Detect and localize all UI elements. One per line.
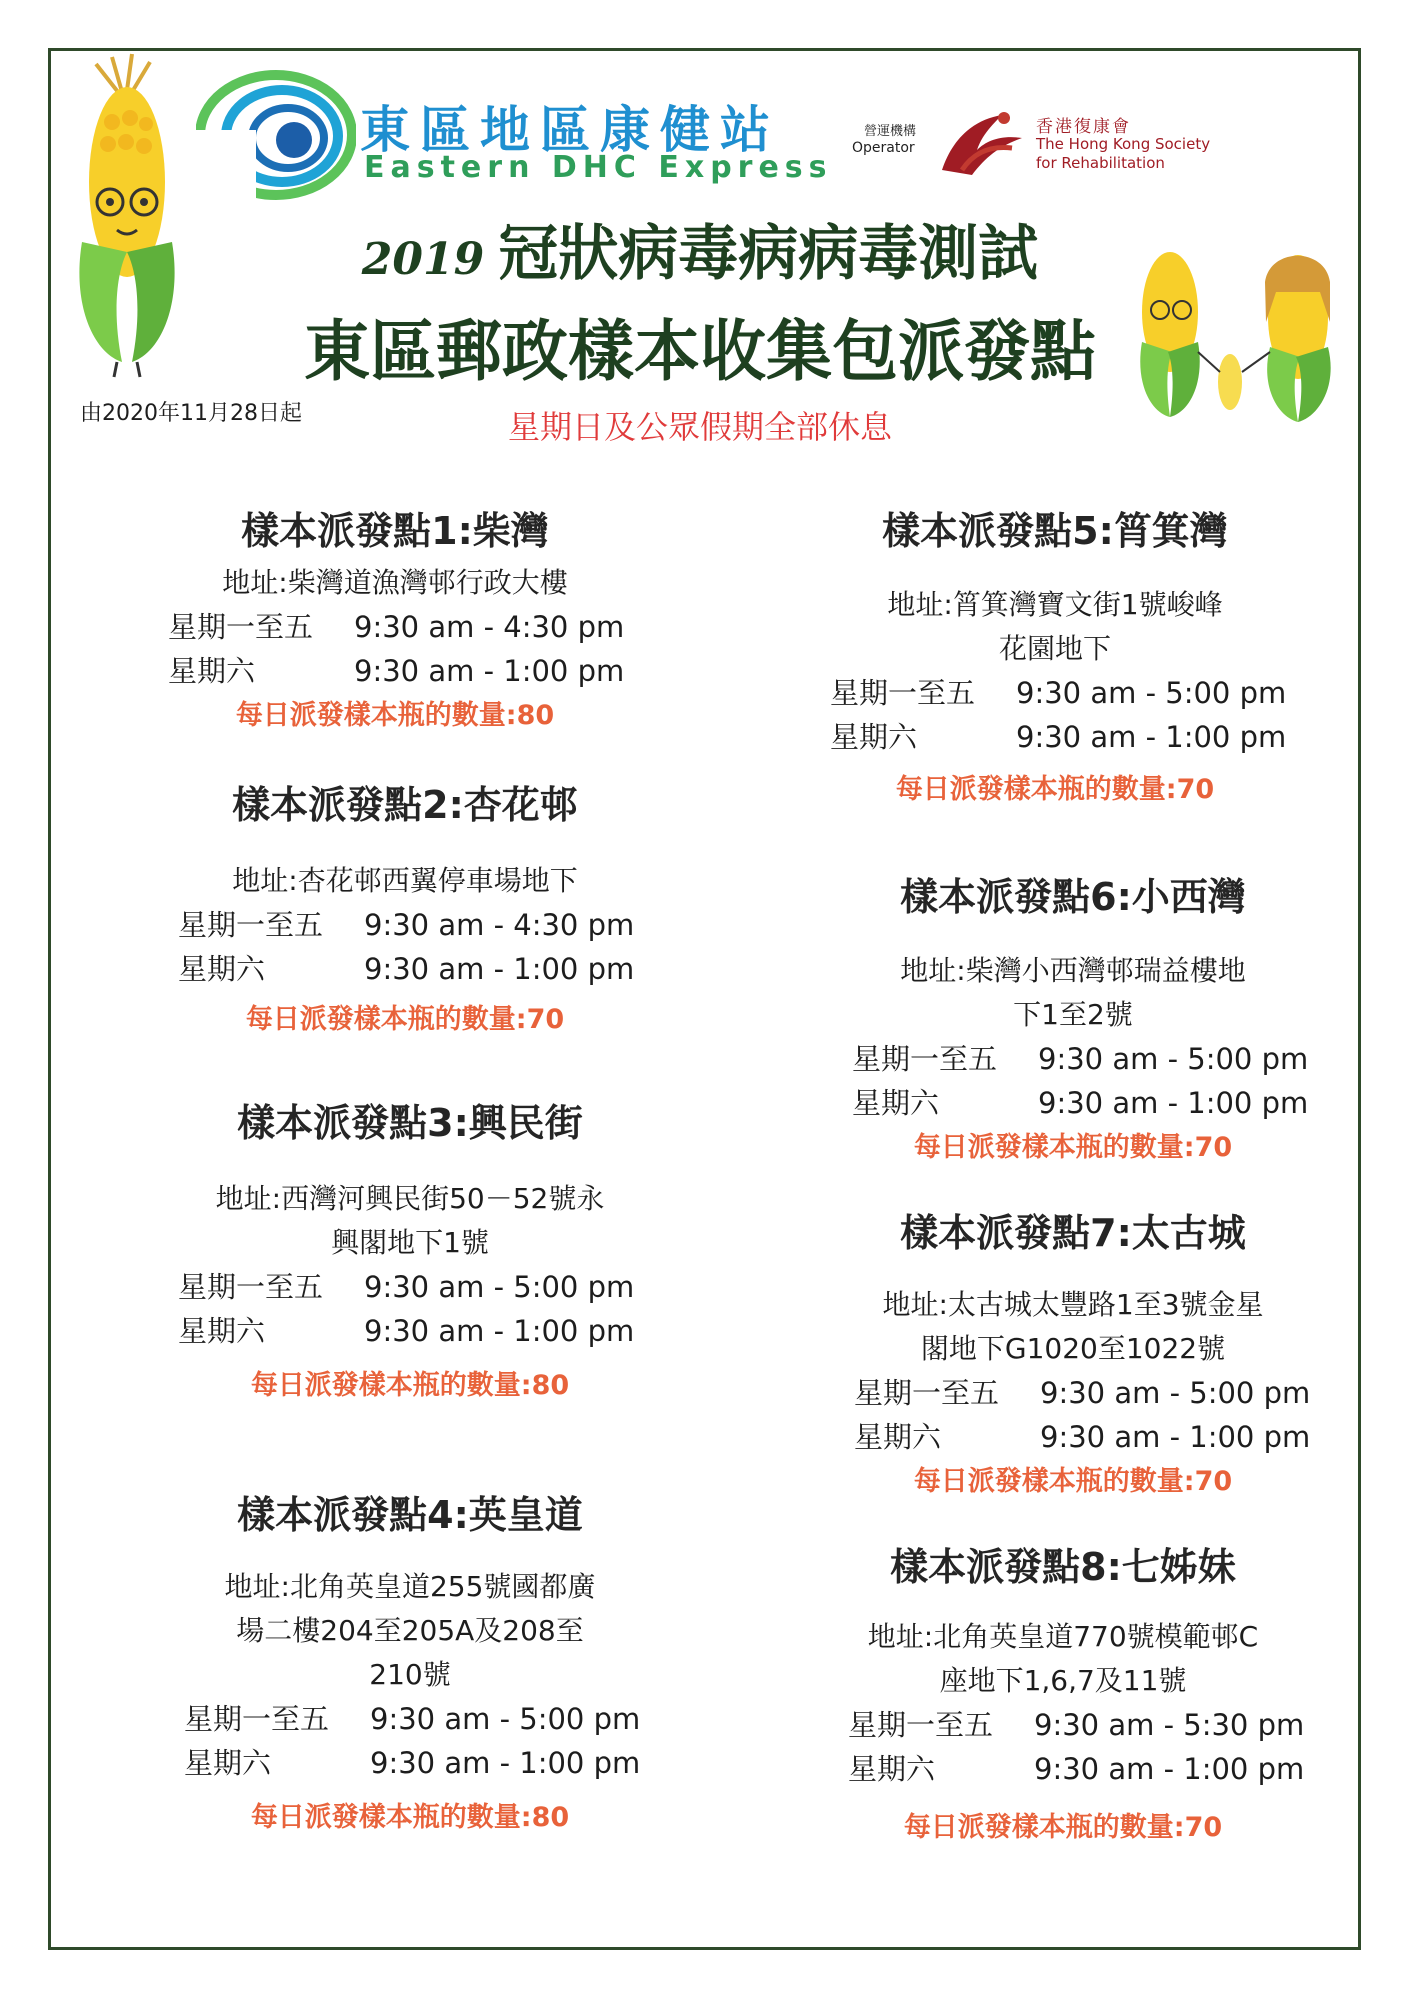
day-label: 星期六 xyxy=(184,1746,272,1780)
address-line: 興閣地下1號 xyxy=(331,1226,489,1259)
distribution-point-5 xyxy=(820,500,1290,806)
day-label: 星期一至五 xyxy=(848,1708,994,1742)
hours: 9:30 am - 4:30 pm xyxy=(354,610,625,644)
day-label: 星期六 xyxy=(178,952,266,986)
dhc-logo-icon xyxy=(196,70,356,200)
corn-family-icon xyxy=(1120,232,1350,442)
daily-quantity: 每日派發樣本瓶的數量:80 xyxy=(250,1802,570,1833)
saturday-hours-row xyxy=(168,649,630,693)
corn-mascot-icon xyxy=(62,52,192,382)
address-line: 地址:北角英皇道770號模範邨C xyxy=(867,1620,1259,1653)
hours: 9:30 am - 1:00 pm xyxy=(364,1314,635,1348)
hours: 9:30 am - 1:00 pm xyxy=(1040,1420,1311,1454)
distribution-point-1 xyxy=(160,500,630,732)
title-year: 2019 xyxy=(361,234,485,285)
hours: 9:30 am - 5:00 pm xyxy=(1038,1042,1309,1076)
address-line: 地址:西灣河興民街50－52號永 xyxy=(215,1182,605,1215)
point-title: 樣本派發點6:小西灣 xyxy=(900,875,1246,919)
page-title-line1 xyxy=(320,206,1080,292)
day-label: 星期一至五 xyxy=(178,1270,324,1304)
weekday-hours-row xyxy=(830,671,1290,715)
weekday-hours-row xyxy=(178,903,640,947)
address-line: 地址:杏花邨西翼停車場地下 xyxy=(232,864,578,897)
distribution-point-7 xyxy=(838,1202,1311,1498)
address-line: 210號 xyxy=(369,1658,451,1691)
daily-quantity: 每日派發樣本瓶的數量:80 xyxy=(235,700,555,731)
weekday-hours-row xyxy=(852,1037,1308,1081)
org-name-zh: 香港復康會 xyxy=(1036,117,1131,137)
day-label: 星期六 xyxy=(852,1086,940,1120)
hksr-phoenix-icon xyxy=(932,100,1032,180)
hours: 9:30 am - 1:00 pm xyxy=(1034,1752,1305,1786)
distribution-point-6 xyxy=(838,866,1308,1164)
point-address xyxy=(160,561,630,605)
day-label: 星期一至五 xyxy=(852,1042,998,1076)
saturday-hours-row xyxy=(178,1309,650,1353)
saturday-hours-row xyxy=(178,947,640,991)
hours: 9:30 am - 4:30 pm xyxy=(364,908,635,942)
point-title: 樣本派發點7:太古城 xyxy=(900,1211,1246,1255)
weekday-hours-row xyxy=(184,1697,650,1741)
address-line: 座地下1,6,7及11號 xyxy=(939,1664,1187,1697)
hours: 9:30 am - 5:00 pm xyxy=(370,1702,641,1736)
day-label: 星期六 xyxy=(178,1314,266,1348)
effective-date: 由2020年11月28日起 xyxy=(80,401,302,426)
weekday-hours-row xyxy=(848,1703,1308,1747)
point-title: 樣本派發點4:英皇道 xyxy=(237,1493,583,1537)
point-address xyxy=(170,1565,650,1697)
address-line: 場二樓204至205A及208至 xyxy=(236,1614,584,1647)
hours: 9:30 am - 5:30 pm xyxy=(1034,1708,1305,1742)
operator-label-en: Operator xyxy=(852,140,915,156)
point-address xyxy=(170,1177,650,1265)
daily-quantity: 每日派發樣本瓶的數量:70 xyxy=(913,1466,1233,1497)
distribution-point-4 xyxy=(170,1484,650,1834)
logo-chinese: 東區地區康健站 xyxy=(360,101,780,159)
hours: 9:30 am - 5:00 pm xyxy=(1016,676,1287,710)
point-address xyxy=(170,859,640,903)
hours: 9:30 am - 1:00 pm xyxy=(354,654,625,688)
operator-label-zh: 營運機構 xyxy=(864,124,917,139)
weekday-hours-row xyxy=(854,1371,1311,1415)
daily-quantity: 每日派發樣本瓶的數量:70 xyxy=(913,1132,1233,1163)
point-title: 樣本派發點8:七姊妹 xyxy=(890,1545,1236,1589)
day-label: 星期一至五 xyxy=(830,676,976,710)
day-label: 星期六 xyxy=(830,720,918,754)
point-address xyxy=(818,1615,1308,1703)
saturday-hours-row xyxy=(848,1747,1308,1791)
hours: 9:30 am - 5:00 pm xyxy=(1040,1376,1311,1410)
day-label: 星期一至五 xyxy=(168,610,314,644)
daily-quantity: 每日派發樣本瓶的數量:70 xyxy=(895,774,1215,805)
saturday-hours-row xyxy=(854,1415,1311,1459)
logo-english: Eastern DHC Express xyxy=(364,150,833,185)
distribution-point-3 xyxy=(170,1092,650,1402)
hours: 9:30 am - 5:00 pm xyxy=(364,1270,635,1304)
daily-quantity: 每日派發樣本瓶的數量:80 xyxy=(250,1370,570,1401)
title-line1-text: 冠狀病毒病病毒測試 xyxy=(498,219,1039,289)
hours: 9:30 am - 1:00 pm xyxy=(364,952,635,986)
address-line: 花園地下 xyxy=(998,632,1111,665)
day-label: 星期一至五 xyxy=(178,908,324,942)
point-address xyxy=(820,583,1290,671)
distribution-point-2 xyxy=(170,774,640,1036)
point-address xyxy=(838,1283,1308,1371)
day-label: 星期六 xyxy=(854,1420,942,1454)
point-title: 樣本派發點2:杏花邨 xyxy=(232,783,578,827)
saturday-hours-row xyxy=(184,1741,650,1785)
page-title-line2: 東區郵政樣本收集包派發點 xyxy=(304,313,1096,390)
day-label: 星期六 xyxy=(168,654,256,688)
address-line: 地址:筲箕灣寶文街1號峻峰 xyxy=(887,588,1223,621)
day-label: 星期六 xyxy=(848,1752,936,1786)
org-name-en-line1: The Hong Kong Society xyxy=(1036,135,1211,153)
daily-quantity: 每日派發樣本瓶的數量:70 xyxy=(903,1812,1223,1843)
saturday-hours-row xyxy=(852,1081,1308,1125)
day-label: 星期一至五 xyxy=(854,1376,1000,1410)
day-label: 星期一至五 xyxy=(184,1702,330,1736)
hours: 9:30 am - 1:00 pm xyxy=(1016,720,1287,754)
point-title: 樣本派發點5:筲箕灣 xyxy=(882,509,1228,553)
weekday-hours-row xyxy=(178,1265,650,1309)
hours: 9:30 am - 1:00 pm xyxy=(370,1746,641,1780)
org-name-en-line2: for Rehabilitation xyxy=(1036,154,1165,172)
address-line: 閣地下G1020至1022號 xyxy=(920,1332,1226,1365)
point-title: 樣本派發點3:興民街 xyxy=(237,1101,583,1145)
point-title: 樣本派發點1:柴灣 xyxy=(241,509,549,553)
address-line: 地址:北角英皇道255號國都廣 xyxy=(224,1570,596,1603)
hours: 9:30 am - 1:00 pm xyxy=(1038,1086,1309,1120)
address-line: 地址:柴灣小西灣邨瑞益樓地 xyxy=(900,954,1246,987)
closed-notice: 星期日及公眾假期全部休息 xyxy=(507,408,892,446)
distribution-point-8 xyxy=(818,1536,1308,1844)
address-line: 地址:柴灣道漁灣邨行政大樓 xyxy=(222,566,568,599)
point-address xyxy=(838,949,1308,1037)
daily-quantity: 每日派發樣本瓶的數量:70 xyxy=(245,1004,565,1035)
weekday-hours-row xyxy=(168,605,630,649)
saturday-hours-row xyxy=(830,715,1290,759)
address-line: 下1至2號 xyxy=(1013,998,1133,1031)
address-line: 地址:太古城太豐路1至3號金星 xyxy=(882,1288,1264,1321)
